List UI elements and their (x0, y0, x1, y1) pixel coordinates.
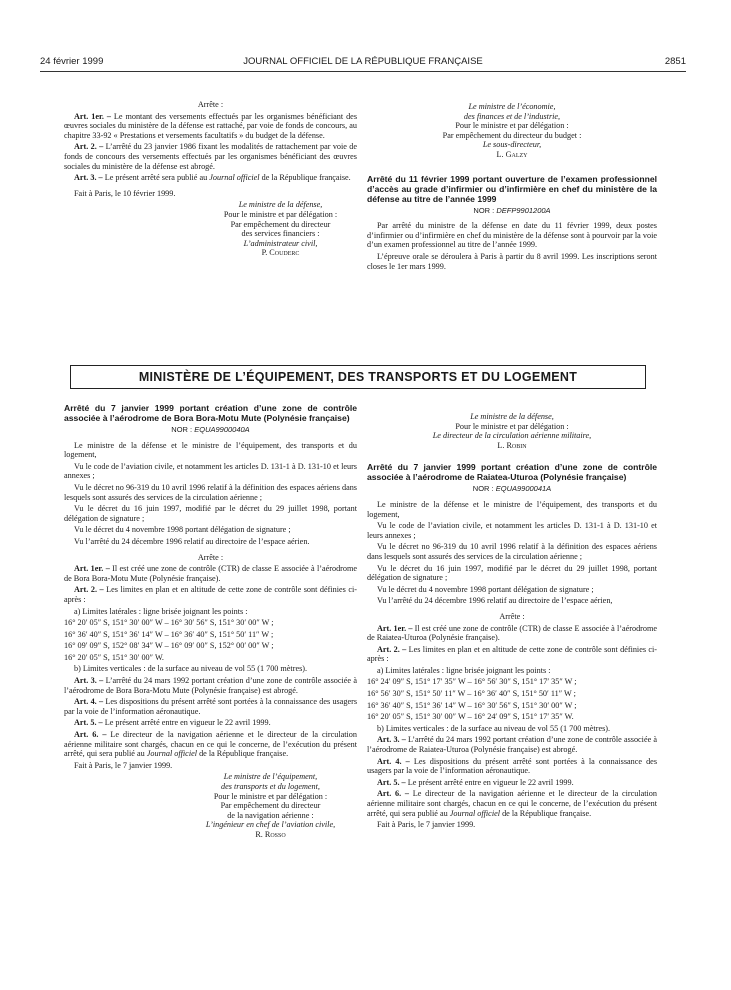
header-page-number: 2851 (664, 56, 686, 67)
decree-title: Arrêté du 7 janvier 1999 portant création d’une zone de contrôle associée à l’aérodrome de Raiatea-Uturoa (Polynésie française) (367, 462, 657, 483)
top-right-column (367, 100, 657, 273)
visa-line: Vu le décret du 16 juin 1997, modifié par le décret du 29 juillet 1998, portant délégation de signature ; (64, 504, 357, 523)
article-1: Art. 1er. – Le montant des versements effectués par les organismes bénéficiant des œuvres sociales du ministère de la défense est rattaché, par voie de fonds de concours, au chapitre 33-92 « Prestations et versements facultatifs » du budget de la défense. (64, 111, 358, 140)
fait-a-paris: Fait à Paris, le 7 janvier 1999. (74, 760, 173, 770)
coordinate-line: 16° 36′ 40″ S, 151° 36′ 14″ W – 16° 30′ 56″ S, 151° 30′ 00″ W ; (367, 700, 577, 710)
decree-title: Arrêté du 11 février 1999 portant ouverture de l’examen professionnel d’accès au grade d’infirmier ou d’infirmière en chef du ministère de la défense au titre de l’année 1999 (367, 173, 657, 204)
visa-line: Vu l’arrêté du 24 décembre 1996 relatif au directoire de l’espace aérien. (74, 536, 310, 546)
signature-block: Le ministre de la défense, Pour le ministre et par délégation : Le directeur de la circulation aérienne militaire, L. Robin (432, 412, 592, 450)
article-3: Art. 3. – L’arrêté du 24 mars 1992 portant création d’une zone de contrôle associée à l’aérodrome de Bora Bora-Motu Mute (Polynésie française) est abrogé. (64, 676, 358, 695)
header-rule (40, 71, 686, 72)
fait-a-paris: Fait à Paris, le 7 janvier 1999. (377, 820, 476, 830)
visa-line: Vu le décret du 4 novembre 1998 portant délégation de signature ; (377, 584, 594, 594)
article-4: Art. 4. – Les dispositions du présent arrêté sont portées à la connaissance des usagers par la voie de l’information aéronautique. (64, 697, 358, 716)
signature-block: Le ministre de l’équipement, des transports et du logement, Pour le ministre et par délégation : Par empêchement du directeur de la navigation aérienne : L’ingénieur en chef de l’aviation civile, R. Rosso (205, 772, 336, 839)
nor-reference: NOR : DEFP9901200A (473, 205, 551, 215)
coordinate-line: 16° 36′ 40″ S, 151° 36′ 14″ W – 16° 36′ 40″ S, 151° 50′ 11″ W ; (64, 629, 274, 639)
article-3: Art. 3. – L’arrêté du 24 mars 1992 portant création d’une zone de contrôle associée à l’aérodrome de Raiatea-Uturoa (Polynésie française) est abrogé. (367, 735, 657, 755)
arrete-heading: Arrête : (499, 611, 525, 621)
article-5: Art. 5. – Le présent arrêté entre en vigueur le 22 avril 1999. (74, 718, 271, 728)
lateral-limits: a) Limites latérales : ligne brisée joignant les points : (377, 665, 551, 675)
article-6: Art. 6. – Le directeur de la navigation aérienne et le directeur de la circulation aérienne militaire sont chargés, chacun en ce qui le concerne, de l’exécution du présent arrêté, qui sera publié au Journal officiel de la République française. (367, 789, 657, 818)
coordinate-line: 16° 20′ 05″ S, 151° 30′ 00″ W – 16° 30′ 56″ S, 151° 30′ 00″ W ; (64, 618, 274, 628)
arrete-heading: Arrête : (197, 552, 224, 562)
lateral-limits: a) Limites latérales : ligne brisée joignant les points : (74, 606, 248, 616)
decree-paragraph: Par arrêté du ministre de la défense en date du 11 février 1999, deux postes d’infirmier ou d’infirmière en chef du ministère de la défense sont à pourvoir par la voie d’un examen professionnel au titre de l’année 1999. (367, 221, 657, 250)
article-4: Art. 4. – Les dispositions du présent arrêté sont portées à la connaissance des usagers par la voie de l’information aéronautique. (367, 756, 658, 776)
nor-reference: NOR : EQUA9900040A (171, 425, 250, 434)
article-5: Art. 5. – Le présent arrêté entre en vigueur le 22 avril 1999. (377, 777, 574, 787)
arrete-heading: Arrête : (197, 100, 224, 109)
visa-line: Vu le décret du 16 juin 1997, modifié par le décret du 29 juillet 1998, portant délégation de signature ; (367, 563, 657, 583)
visa-line: Vu l’arrêté du 24 décembre 1996 relatif au directoire de l’espace aérien, (377, 596, 613, 606)
page-header (40, 56, 686, 70)
coordinate-line: 16° 56′ 30″ S, 151° 50′ 11″ W – 16° 36′ 40″ S, 151° 50′ 11″ W ; (367, 689, 576, 699)
visa-line: Vu le décret no 96-319 du 10 avril 1996 relatif à la définition des espaces aériens dans lesquels sont assurés des services de la circulation aérienne ; (64, 482, 357, 502)
visa-line: Le ministre de la défense et le ministre de l’équipement, des transports et du logement, (64, 440, 357, 460)
signature-block: Le ministre de la défense, Pour le ministre et par délégation : Par empêchement du directeur des services financiers : L’administrateur civil, P. Couderc (223, 200, 338, 258)
decree-title: Arrêté du 7 janvier 1999 portant création d’une zone de contrôle associée à l’aérodrome de Bora Bora-Motu Mute (Polynésie française) (64, 403, 357, 423)
fait-a-paris: Fait à Paris, le 10 février 1999. (74, 188, 176, 198)
article-2: Art. 2. – L’arrêté du 23 janvier 1986 fixant les modalités de rattachement par voie de fonds de concours des versements effectués par les organismes bénéficiant des œuvres sociales du ministère de la défense est abrogé. (64, 142, 357, 171)
visa-line: Vu le code de l’aviation civile, et notamment les articles D. 131-1 à D. 131-10 et leurs annexes ; (64, 461, 357, 481)
coordinate-line: 16° 09′ 09″ S, 152° 08′ 34″ W – 16° 09′ 00″ S, 152° 00′ 00″ W ; (64, 641, 274, 651)
article-6: Art. 6. – Le directeur de la navigation aérienne et le directeur de la circulation aérienne militaire sont chargés, chacun en ce qui le concerne, de l’exécution du présent arrêté, qui sera publié au Journal officiel de la République française. (64, 730, 357, 759)
ministry-banner: MINISTÈRE DE L’ÉQUIPEMENT, DES TRANSPORTS ET DU LOGEMENT (70, 365, 646, 389)
top-left-column (64, 100, 357, 262)
article-1: Art. 1er. – Il est créé une zone de contrôle (CTR) de classe E associée à l’aérodrome de Bora Bora-Motu Mute (Polynésie française). (64, 564, 357, 583)
decree-paragraph: L’épreuve orale se déroulera à Paris à partir du 8 avril 1999. Les inscriptions seront closes le 1er mars 1999. (367, 251, 657, 271)
bottom-left-column (64, 403, 357, 844)
visa-line: Le ministre de la défense et le ministre de l’équipement, des transports et du logement, (367, 499, 657, 519)
article-3: Art. 3. – Le présent arrêté sera publié au Journal officiel de la République française. (74, 173, 351, 183)
coordinate-line: 16° 24′ 09″ S, 151° 17′ 35″ W – 16° 56′ 30″ S, 151° 17′ 35″ W ; (367, 677, 577, 687)
article-2: Art. 2. – Les limites en plan et en altitude de cette zone de contrôle sont définies ci-après : (64, 585, 358, 604)
vertical-limits: b) Limites verticales : de la surface au niveau de vol 55 (1 700 mètres). (377, 723, 611, 733)
visa-line: Vu le décret no 96-319 du 10 avril 1996 relatif à la définition des espaces aériens dans lesquels sont assurés des services de la circulation aérienne ; (367, 542, 657, 561)
visa-line: Vu le code de l’aviation civile, et notamment les articles D. 131-1 à D. 131-10 et leurs annexes ; (367, 521, 657, 540)
visa-line: Vu le décret du 4 novembre 1998 portant délégation de signature ; (74, 525, 291, 535)
nor-reference: NOR : EQUA9900041A (472, 484, 552, 494)
vertical-limits: b) Limites verticales : de la surface au niveau de vol 55 (1 700 mètres). (74, 664, 308, 674)
header-journal-title: JOURNAL OFFICIEL DE LA RÉPUBLIQUE FRANÇAISE (243, 56, 483, 67)
coordinate-line: 16° 20′ 05″ S, 151° 30′ 00″ W. (64, 652, 164, 662)
signature-block: Le ministre de l’économie, des finances et de l’industrie, Pour le ministre et par délégation : Par empêchement du directeur du budget : Le sous-directeur, L. Galzy (442, 102, 582, 159)
bottom-right-column (367, 410, 657, 832)
coordinate-line: 16° 20′ 05″ S, 151° 30′ 00″ W – 16° 24′ 09″ S, 151° 17′ 35″ W. (367, 712, 574, 722)
article-2: Art. 2. – Les limites en plan et en altitude de cette zone de contrôle sont définies ci-après : (367, 644, 658, 664)
article-1: Art. 1er. – Il est créé une zone de contrôle (CTR) de classe E associée à l’aérodrome de Raiatea-Uturoa (Polynésie française). (367, 623, 657, 643)
header-date: 24 février 1999 (40, 56, 104, 67)
